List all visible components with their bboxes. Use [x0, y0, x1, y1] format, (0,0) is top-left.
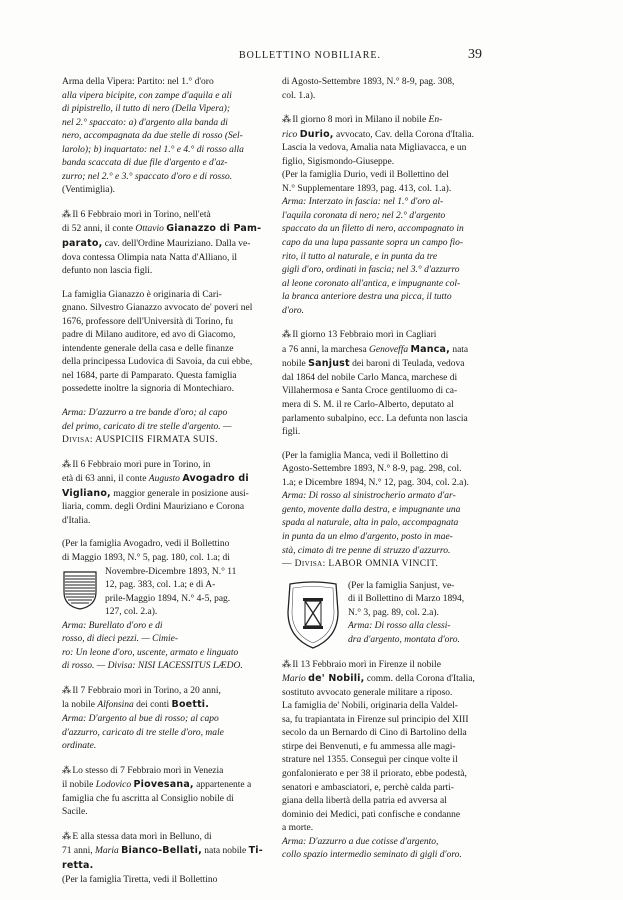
sanjust-reference-block: (Per la famiglia Sanjust, ve- di il Bollettino di Marzo 1894, N.° 3, pag. 89, col. 2.a). Arma: Di rosso alla clessi- dra d'argento, montata d'oro.	[282, 580, 489, 652]
asterism-icon: ⁂	[282, 114, 290, 125]
asterism-icon: ⁂	[282, 658, 290, 669]
gianazzo-obituary: ⁂ Il 6 Febbraio morì in Torino, nell'età di 52 anni, il conte Ottavio Gianazzo di Pam- parato, cav. dell'Ordine Mauriziano. Dalla ve- dova contessa Olimpia nata Natta d'Alliano, il defunto non lascia figli.	[62, 208, 262, 277]
vipera-arms-paragraph: Arma della Vipera: Partito: nel 1.° d'oro alla vipera bicipite, con zampe d'aquila e ali di pipistrello, il tutto di nero (Della Vipera); nel 2.° spaccato: a) d'argento alla banda di nero, accompagnata da due stelle di rosso (Sel- larolo); b) inquartato: nel 1.° e 4.° di rosso alla banda scaccata di due file d'argento e d'az- zurro; nel 2.° e 3.° spaccato d'oro e di rosso. (Ventimiglia).	[62, 77, 244, 196]
surname-sanjust: Sanjust	[308, 358, 350, 370]
durio-obituary: ⁂ Il giorno 8 morì in Milano il nobile En- rico Durio, avvocato, Cav. della Corona d'Italia. Lascia la vedova, Amalia nata Migliavacca, e un figlio, Sigismondo-Giuseppe.	[282, 114, 475, 167]
surname-piovesana: Piovesana,	[133, 779, 194, 791]
sanjust-coat-of-arms-icon	[284, 580, 342, 652]
running-title: BOLLETTINO NOBILIARE.	[238, 50, 382, 61]
surname-de-nobili: de' Nobili,	[308, 673, 365, 685]
durio-arms: Arma: Interzato in fascia: nel 1.° d'oro al- l'aquila coronata di nero; nel 2.° d'argento spaccato da un filetto di nero, accompagnato in capo da una lupa passante sopra un campo fio- rito, il tutto al naturale, e in punta da tre gigli d'oro, ordinati in fascia; nel 3.° d'azzurro al leone coronato all'antica, e impugnante col- la branca anteriore destra una picca, il tutto d'oro.	[282, 197, 464, 316]
surname-bianco-bellati: Bianco-Bellati,	[121, 845, 202, 857]
gianazzo-arms: Arma: D'azzurro a tre bande d'oro; al capo del primo, caricato di tre stelle d'argento. — Divisa: AUSPICIIS FIRMATA SUIS.	[62, 408, 232, 446]
avogadro-reference-block: (Per la famiglia Avogadro, vedi il Bollettino di Maggio 1893, N.° 5, pag. 180, col. 1.a; di Novembre-Dicembre 1893, N.° 11 12, pag. 383, col. 1.a; e di A- prile-Maggio 1894, N.° 4-5, pag. 127, col. 2.a). Arma: Burellato d'oro e di rosso, di dieci pezzi. — Cimie- ro: Un leone d'oro, uscente, armato e linguato di rosso. — Divisa: NISI LACESSITUS LÆDO.	[62, 539, 243, 672]
boetti-obituary: ⁂ Il 7 Febbraio morì in Torino, a 20 anni, la nobile Alfonsina dei conti Boetti. Arma: D'argento al bue di rosso; al capo d'azzurro, caricato di tre stelle d'oro, male ordinate.	[62, 684, 224, 752]
gianazzo-family-history: La famiglia Gianazzo è originaria di Cari- gnano. Silvestro Gianazzo avvocato de' poveri nel 1676, professore dell'Università di Torino, fu padre di Milano auditore, ed avo di Giacomo, intendente generale della casa e delle finanze della principessa Ludovica di Savoia, da cui ebbe, nel 1684, parte di Pamparato. Questa famiglia possedette inoltre la signoria di Montechiaro.	[62, 289, 253, 395]
avogadro-coat-of-arms-icon	[62, 570, 98, 610]
asterism-icon: ⁂	[62, 764, 70, 775]
de-nobili-obituary: ⁂ Il 13 Febbraio morì in Firenze il nobile Mario de' Nobili, comm. della Corona d'Italia, sostituto avvocato generale militare a riposo.	[282, 658, 475, 698]
de-nobili-family-history: La famiglia de' Nobili, originaria della Valdel- sa, fu trapiantata in Firenze sul principio del XIII secolo da un Bernardo di Cino di Bartolino della stirpe dei Benvenuti, e fu ammessa alle magi- strature nel 1355. Conseguì per cinque volte il gonfalonierato e per 38 il priorato, ebbe podestà, senatori e ambasciatori, e, perchè calda parti- giana della libertà della patria ed avversa al dominio dei Medici, patì confische e condanne a morte.	[282, 701, 469, 834]
right-column	[282, 76, 489, 873]
surname-boetti: Boetti.	[171, 699, 210, 711]
page-header	[0, 47, 623, 66]
left-column	[62, 76, 272, 888]
page-number: 39	[468, 47, 482, 62]
asterism-icon: ⁂	[62, 684, 70, 695]
asterism-icon: ⁂	[62, 208, 70, 219]
avogadro-obituary: ⁂ Il 6 Febbraio morì pure in Torino, in età di 63 anni, il conte Augusto Avogadro di Vigliano, maggior generale in posizione ausi- liaria, comm. degli Ordini Mauriziano e Corona d'Italia.	[62, 458, 249, 526]
piovesana-obituary: ⁂ Lo stesso di 7 Febbraio morì in Venezia il nobile Lodovico Piovesana, appartenente a famiglia che fu ascritta al Consiglio nobile di Sacile.	[62, 764, 252, 818]
manca-obituary: ⁂ Il giorno 13 Febbraio morì in Cagliari a 76 anni, la marchesa Genoveffa Manca, nata nobile Sanjust dei baroni di Teulada, vedova dal 1864 del nobile Carlo Manca, marchese di Villahermosa e Santa Croce gentiluomo di ca- mera di S. M. il re Carlo-Alberto, deputato al parlamento subalpino, ecc. La defunta non lascia figli.	[282, 329, 469, 438]
asterism-icon: ⁂	[282, 329, 290, 340]
bianco-bellati-obituary: ⁂ E alla stessa data morì in Belluno, di 71 anni, Maria Bianco-Bellati, nata nobile Ti- retta.	[62, 830, 263, 871]
surname-durio: Durio,	[299, 128, 334, 140]
surname-manca: Manca,	[410, 343, 450, 355]
surname-gianazzo: Gianazzo di Pam-	[166, 223, 262, 235]
manca-reference: (Per la famiglia Manca, vedi il Bollettino di Agosto-Settembre 1893, N.° 8-9, pag. 298, col. 1.a; e Dicembre 1894, N.° 12, pag. 304, col. 2.a).	[282, 450, 469, 488]
manca-arms: Arma: Di rosso al sinistrocherio armato d'ar- gento, movente dalla destra, e impugnante una spada al naturale, alta in palo, accompagnata in punta da un elmo d'argento, posto in mae- stà, cimato di tre penne di struzzo d'azzurro. — Divisa: LABOR OMNIA VINCIT.	[282, 491, 461, 570]
tiretta-reference-continued: di Agosto-Settembre 1893, N.° 8-9, pag. 308, col. 1.a).	[282, 77, 455, 101]
asterism-icon: ⁂	[62, 830, 70, 841]
asterism-icon: ⁂	[62, 458, 70, 469]
tiretta-reference: (Per la famiglia Tiretta, vedi il Bollettino	[62, 875, 218, 886]
surname-avogadro: Avogadro di	[182, 473, 249, 485]
durio-reference: (Per la famiglia Durio, vedi il Bollettino del N.° Supplementare 1893, pag. 413, col. 1.a).	[282, 170, 452, 194]
de-nobili-arms: Arma: D'azzurro a due cotisse d'argento, collo spazio intermedio seminato di gigli d'oro.	[282, 836, 462, 861]
